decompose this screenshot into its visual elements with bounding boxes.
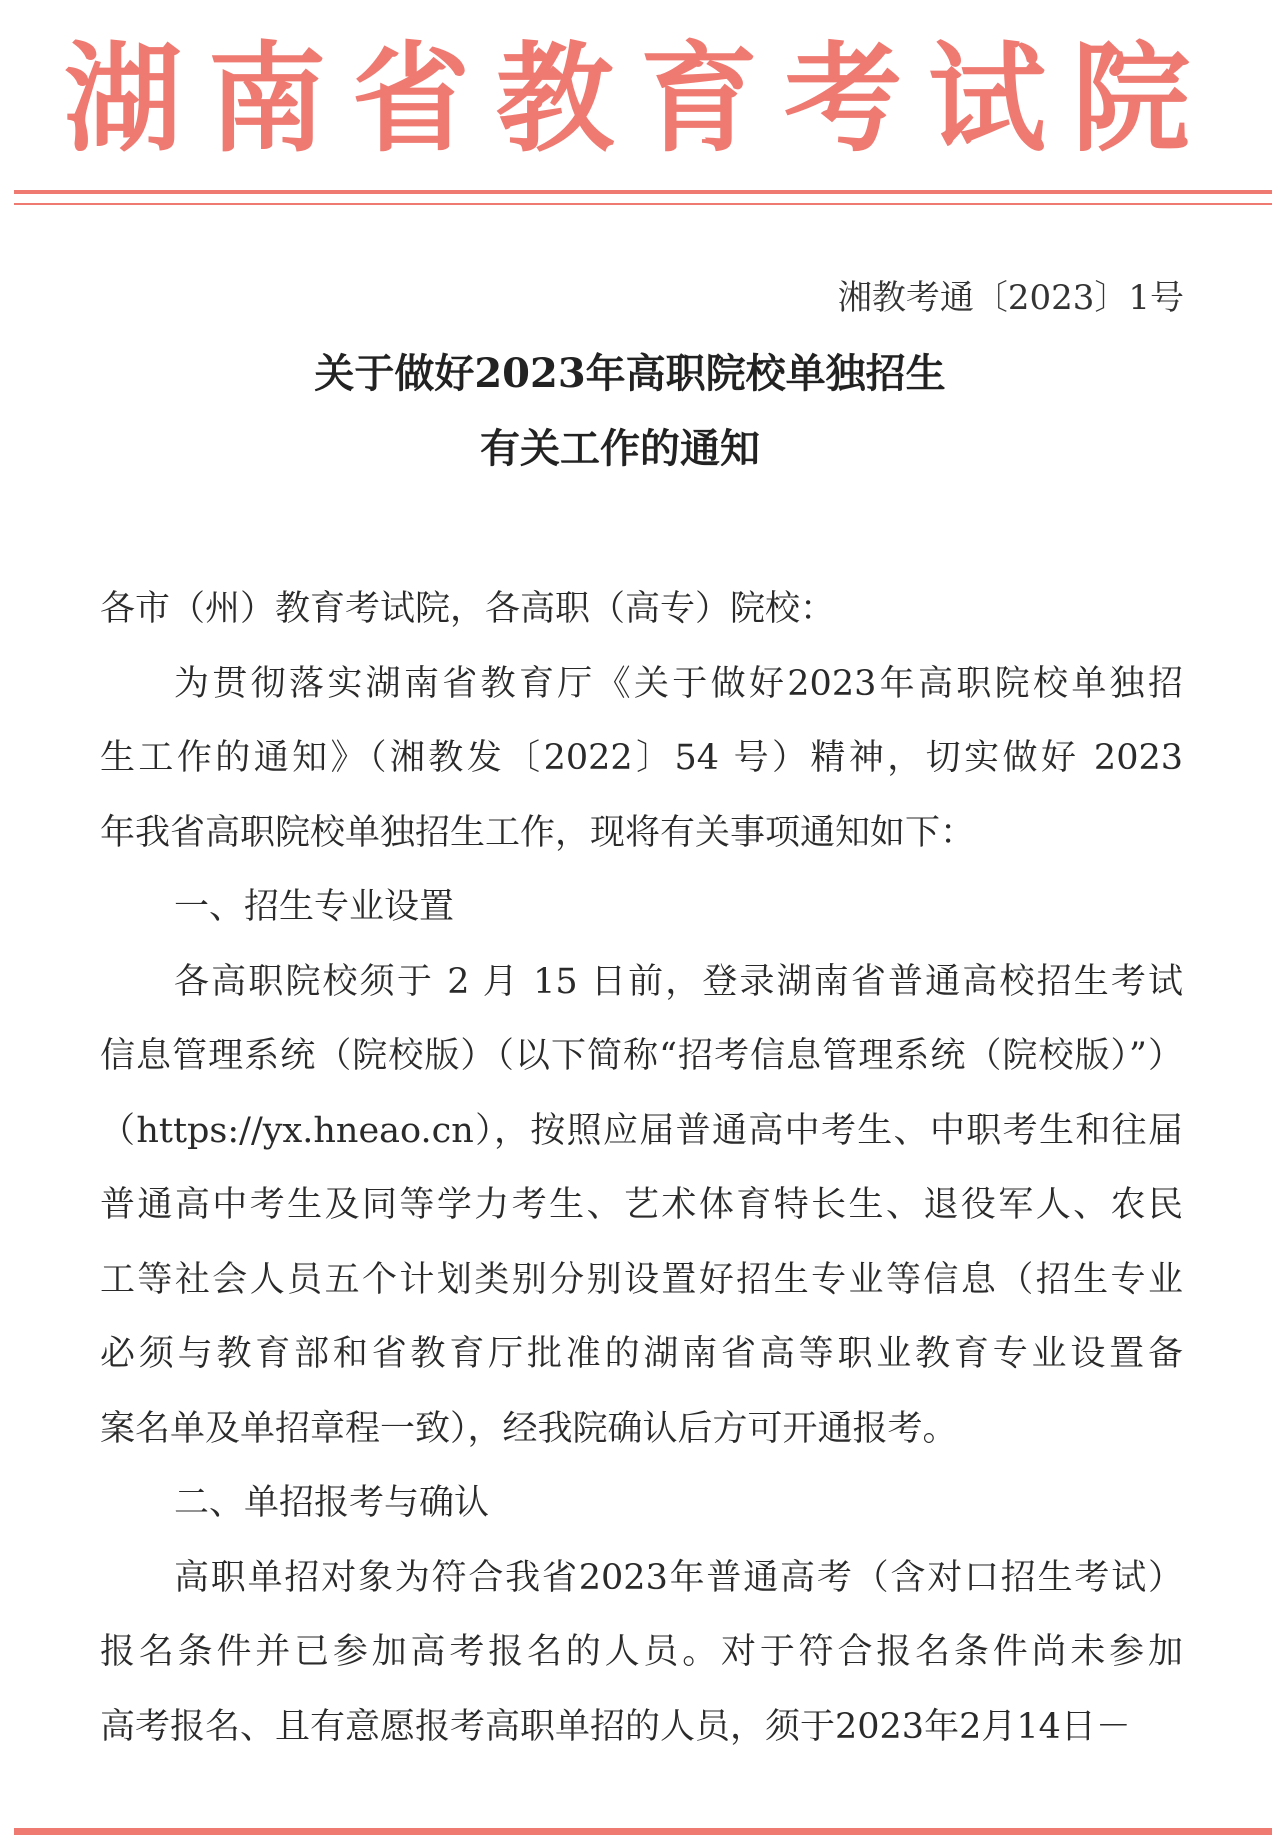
body-line: （https://yx.hneao.cn），按照应届普通高中考生、中职考生和往届 <box>100 1110 1183 1151</box>
body-line: 生工作的通知》（湘教发〔2022〕54 号）精神，切实做好 2023 <box>100 738 1183 778</box>
body-line: 为贯彻落实湖南省教育厅《关于做好2023年高职院校单独招 <box>174 663 1183 704</box>
document-body <box>100 572 1183 1764</box>
letterhead-rule-thick <box>14 190 1272 194</box>
letterhead-org-name: 湖南省教育考试院 <box>63 30 1216 168</box>
footer-rule <box>14 1828 1272 1835</box>
letterhead-rule-thin <box>14 203 1272 205</box>
salutation: 各市（州）教育考试院，各高职（高专）院校： <box>100 589 836 629</box>
body-line: 高考报名、且有意愿报考高职单招的人员，须于2023年2月14日－ <box>100 1706 1131 1747</box>
body-line: 案名单及单招章程一致），经我院确认后方可开通报考。 <box>100 1408 958 1449</box>
document-number: 湘教考通〔2023〕1号 <box>837 278 1184 318</box>
body-line: 普通高中考生及同等学力考生、艺术体育特长生、退役军人、农民 <box>100 1185 1183 1225</box>
body-line: 信息管理系统（院校版）（以下简称“招考信息管理系统（院校版）”） <box>100 1036 1183 1076</box>
body-line: 报名条件并已参加高考报名的人员。对于符合报名条件尚未参加 <box>100 1632 1183 1672</box>
body-line: 工等社会人员五个计划类别分别设置好招生专业等信息（招生专业 <box>100 1259 1183 1300</box>
section-heading: 一、招生专业设置 <box>174 887 455 927</box>
body-line: 必须与教育部和省教育厅批准的湖南省高等职业教育专业设置备 <box>100 1334 1183 1374</box>
body-line: 年我省高职院校单独招生工作，现将有关事项通知如下： <box>100 812 976 853</box>
document-title-line-1: 关于做好2023年高职院校单独招生 <box>314 350 946 397</box>
document-title-line-2: 有关工作的通知 <box>480 425 760 472</box>
body-line: 各高职院校须于 2 月 15 日前，登录湖南省普通高校招生考试 <box>174 961 1183 1002</box>
body-line: 高职单招对象为符合我省2023年普通高考（含对口招生考试） <box>174 1557 1183 1598</box>
section-heading: 二、单招报考与确认 <box>174 1483 490 1523</box>
